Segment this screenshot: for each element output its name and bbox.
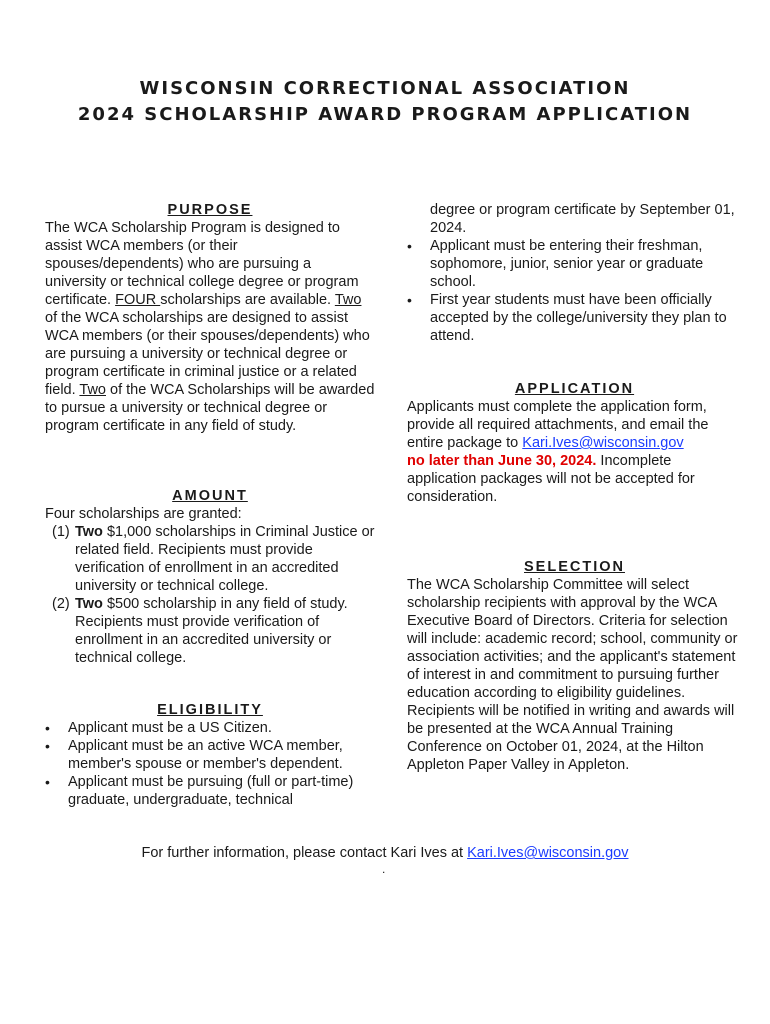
bullet-icon: • [45, 774, 50, 790]
purpose-two-2: Two [79, 382, 106, 398]
application-deadline: no later than June 30, 2024. [407, 453, 597, 469]
eligibility-list-continued [407, 201, 742, 345]
eligibility-item-3-continued [407, 201, 742, 237]
amount-intro: Four scholarships are granted: [45, 506, 242, 522]
eligibility-item-3-continued-text: degree or program certificate by September 01, 2024. [430, 202, 735, 236]
eligibility-item-5 [407, 291, 742, 345]
eligibility-section [45, 701, 375, 809]
purpose-heading: PURPOSE [167, 202, 253, 218]
purpose-sentence-1: The WCA Scholarship Program is designed to assist WCA members (or their spouses/dependents) who are pursuing a university or technical college degree or program certificate. [45, 220, 359, 308]
footer-email-link[interactable]: Kari.Ives@wisconsin.gov [467, 845, 629, 861]
eligibility-list [45, 719, 375, 809]
document-title-line-1: WISCONSIN CORRECTIONAL ASSOCIATION [139, 78, 631, 99]
selection-heading: SELECTION [524, 559, 625, 575]
eligibility-item-3 [45, 773, 375, 809]
application-sentence-2: Incomplete application packages will not be accepted for consideration. [407, 453, 695, 505]
eligibility-item-1 [45, 719, 375, 737]
footer [0, 844, 770, 862]
application-sentence-1: Applicants must complete the application form, provide all required attachments, and email the entire package to [407, 399, 709, 451]
amount-item-1 [45, 523, 375, 595]
footer-text: For further information, please contact Kari Ives at [141, 845, 468, 861]
eligibility-item-1-text: Applicant must be a US Citizen. [68, 720, 272, 736]
document-title-line-2: 2024 SCHOLARSHIP AWARD PROGRAM APPLICATION [77, 104, 693, 125]
bullet-icon: • [45, 738, 50, 754]
amount-item-1-bold: Two [75, 524, 103, 540]
amount-item-1-number: (1) [52, 524, 70, 540]
application-section [407, 380, 742, 506]
eligibility-heading: ELIGIBILITY [157, 702, 263, 718]
eligibility-item-2 [45, 737, 375, 773]
amount-item-2-bold: Two [75, 596, 103, 612]
bullet-icon: • [407, 238, 412, 254]
selection-section [407, 558, 742, 774]
amount-item-1-text: $1,000 scholarships in Criminal Justice or related field. Recipients must provide verification of enrollment in an accredited university or technical college. [75, 524, 375, 594]
amount-item-2 [45, 595, 375, 667]
purpose-sentence-2: scholarships are available. [160, 292, 335, 308]
eligibility-continued [407, 201, 742, 345]
purpose-text [45, 219, 375, 435]
purpose-section [45, 201, 375, 435]
application-text [407, 398, 742, 506]
bullet-icon: • [407, 292, 412, 308]
purpose-sentence-3: of the WCA scholarships are designed to assist WCA members (or their spouses/dependents) who are pursuing a university or technical degree or program certificate in criminal justice or a related field. [45, 310, 370, 398]
application-heading: APPLICATION [514, 381, 635, 397]
application-email-link[interactable]: Kari.Ives@wisconsin.gov [522, 435, 684, 451]
amount-heading: AMOUNT [172, 488, 248, 504]
amount-section [45, 487, 375, 667]
bullet-icon: • [45, 720, 50, 736]
purpose-two-1: Two [334, 292, 362, 308]
purpose-four: FOUR [115, 292, 161, 308]
footer-dot: . [382, 862, 386, 876]
purpose-sentence-4: of the WCA Scholarships will be awarded to pursue a university or technical degree or program certificate in any field of study. [45, 382, 375, 434]
selection-text: The WCA Scholarship Committee will select scholarship recipients with approval by the WCA Executive Board of Directors. Criteria for selection will include: academic record; school, community or association activities; and the applicant's statement of interest in and commitment to pursuing further education according to eligibility guidelines. Recipients will be notified in writing and awards will be presented at the WCA Annual Training Conference on October 01, 2024, at the Hilton Appleton Paper Valley in Appleton. [407, 577, 738, 773]
amount-list [45, 523, 375, 667]
eligibility-item-3-text: Applicant must be pursuing (full or part-time) graduate, undergraduate, technical [68, 774, 354, 808]
eligibility-item-4 [407, 237, 742, 291]
eligibility-item-4-text: Applicant must be entering their freshman, sophomore, junior, senior year or graduate school. [430, 238, 704, 290]
eligibility-item-2-text: Applicant must be an active WCA member, member's spouse or member's dependent. [68, 738, 343, 772]
eligibility-item-5-text: First year students must have been officially accepted by the college/university they plan to attend. [430, 292, 727, 344]
amount-item-2-number: (2) [52, 596, 70, 612]
amount-item-2-text: $500 scholarship in any field of study. Recipients must provide verification of enrollment in an accredited university or technical college. [75, 596, 348, 666]
